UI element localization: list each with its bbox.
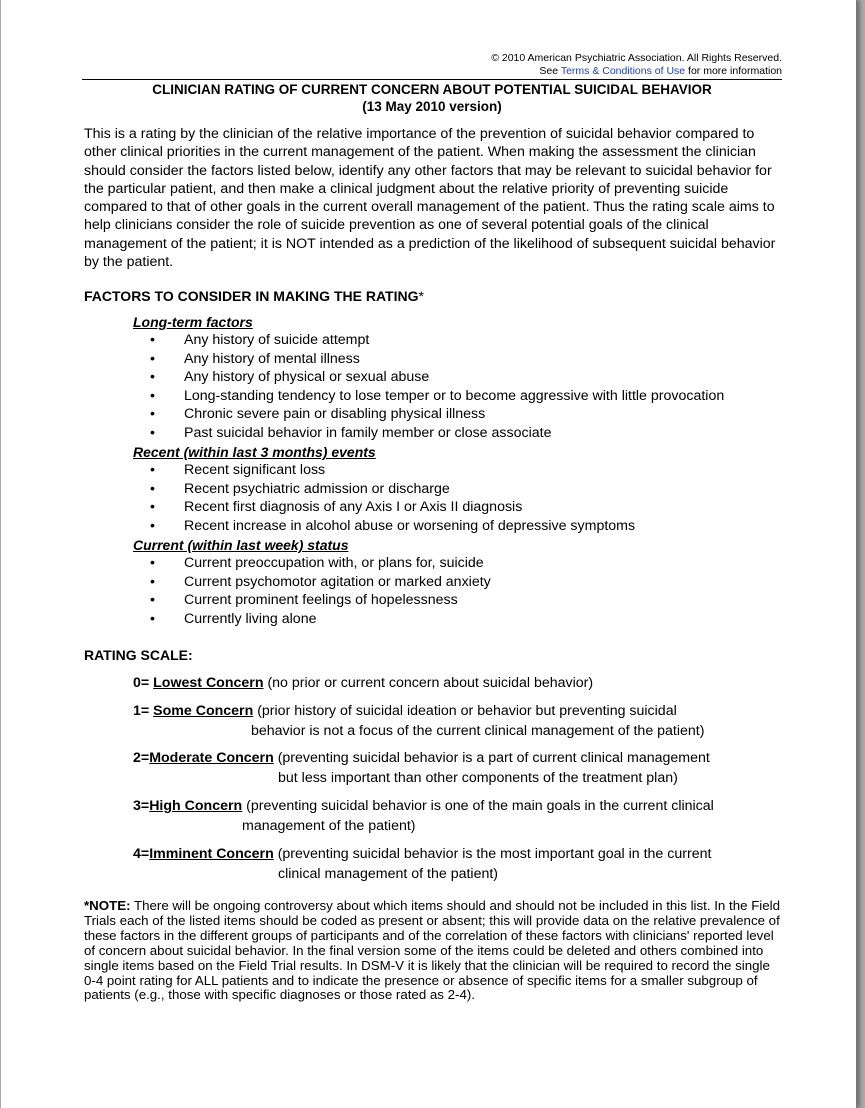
rating-description-continued: clinical management of the patient) [278, 866, 499, 882]
rating-level: High Concern [149, 798, 243, 814]
group-title: Current (within last week) status [133, 537, 349, 553]
rating-level: Lowest Concern [153, 675, 264, 691]
rating-description: (preventing suicidal behavior is one of the main goals in the current clinical [242, 798, 714, 814]
factor-group-current [133, 536, 491, 628]
note-text: There will be ongoing controversy about which items should and should not be included in this list. In the Field Trials each of the listed items should be coded as present or absent; this will provide data on the relative prevalence of these factors in the different groups of participants and of the correlation of these factors with clinicians' reported level of concern about suicidal behavior. In the final version some of the items could be deleted and others combined into single items based on the Field Trial results. In DSM-V it is likely that the clinician will be required to record the single 0-4 point rating for ALL patients and to indicate the presence or absence of specific items for a smaller subgroup of patients (e.g., those with specific diagnoses or those rated as 2-4). [84, 898, 781, 1003]
rating-level: Some Concern [153, 703, 254, 719]
list-item: • Long-standing tendency to lose temper or to become aggressive with little provocation [150, 387, 725, 404]
header-divider [82, 79, 782, 80]
factor-list [133, 331, 724, 443]
rating-number: 2= [133, 750, 150, 766]
title-line-1: CLINICIAN RATING OF CURRENT CONCERN ABOUT POTENTIAL SUICIDAL BEHAVIOR [152, 82, 712, 97]
rating-item-4 [133, 844, 712, 882]
factor-group-long-term [133, 313, 724, 443]
rating-item-2 [133, 748, 710, 786]
factors-heading-text: FACTORS TO CONSIDER IN MAKING THE RATING [84, 288, 419, 304]
see-prefix: See [539, 65, 559, 77]
rating-description-continued: but less important than other components of the treatment plan) [278, 770, 678, 786]
document-page [1, 0, 857, 1108]
list-item: • Any history of physical or sexual abuse [150, 369, 430, 386]
rating-scale-heading: RATING SCALE: [84, 647, 193, 663]
rating-description: (prior history of suicidal ideation or behavior but preventing suicidal [253, 703, 677, 719]
list-item: • Recent first diagnosis of any Axis I or Axis II diagnosis [150, 499, 523, 516]
rating-description: (preventing suicidal behavior is the most important goal in the current [273, 846, 712, 862]
rating-description-continued: behavior is not a focus of the current clinical management of the patient) [251, 723, 705, 739]
title-line-2: (13 May 2010 version) [362, 98, 502, 114]
document-title [82, 82, 782, 115]
list-item: • Any history of suicide attempt [150, 332, 370, 348]
factors-asterisk: * [418, 288, 424, 304]
group-title: Long-term factors [133, 314, 253, 330]
list-item: • Currently living alone [150, 610, 317, 627]
note-label: *NOTE: [84, 898, 131, 913]
bullet-icon: • [150, 573, 155, 590]
bullet-icon: • [150, 387, 155, 404]
factor-group-recent [133, 443, 635, 535]
list-item: • Current preoccupation with, or plans for, suicide [150, 555, 484, 571]
copyright-notice [491, 52, 782, 78]
rating-number: 0= [133, 675, 154, 691]
list-item: • Current psychomotor agitation or marked anxiety [150, 573, 491, 590]
bullet-icon: • [150, 499, 155, 516]
list-item: • Past suicidal behavior in family member or close associate [150, 424, 552, 441]
terms-of-use-link[interactable]: Terms & Conditions of Use [560, 65, 686, 77]
bullet-icon: • [150, 350, 155, 367]
bullet-icon: • [150, 517, 155, 534]
see-suffix: for more information [688, 65, 782, 77]
bullet-icon: • [150, 332, 155, 348]
list-item: • Chronic severe pain or disabling physical illness [150, 406, 486, 423]
factors-heading [84, 287, 424, 305]
list-item: • Recent increase in alcohol abuse or worsening of depressive symptoms [150, 517, 636, 534]
bullet-icon: • [150, 555, 155, 571]
rating-item-3 [133, 796, 714, 834]
rating-number: 4= [133, 846, 150, 862]
rating-item-1 [133, 701, 705, 739]
factor-list [133, 461, 635, 535]
bullet-icon: • [150, 369, 155, 386]
bullet-icon: • [150, 592, 155, 609]
list-item: • Current prominent feelings of hopelessness [150, 592, 458, 609]
rating-description: (no prior or current concern about suicidal behavior) [263, 675, 594, 691]
copyright-line: © 2010 American Psychiatric Association. All Rights Reserved. [491, 52, 782, 64]
rating-level: Moderate Concern [149, 750, 274, 766]
rating-description: (preventing suicidal behavior is a part of current clinical management [273, 750, 710, 766]
rating-number: 1= [133, 703, 154, 719]
list-item: • Any history of mental illness [150, 350, 360, 367]
rating-item-0 [133, 673, 593, 693]
bullet-icon: • [150, 480, 155, 497]
bullet-icon: • [150, 462, 155, 478]
bullet-icon: • [150, 610, 155, 627]
rating-description-continued: management of the patient) [242, 818, 416, 834]
list-item: • Recent significant loss [150, 462, 326, 478]
footnote [84, 899, 784, 1003]
factor-list [133, 554, 491, 628]
intro-paragraph: This is a rating by the clinician of the relative importance of the prevention of suicidal behavior compared to other clinical priorities in the current management of the patient. When making the assessment the clinician should consider the factors listed below, identify any other factors that may be relevant to suicidal behavior for the particular patient, and then make a clinical judgment about the relative priority of preventing suicide compared to that of other goals in the current overall management of the patient. Thus the rating scale aims to help clinicians consider the role of suicide prevention as one of several potential goals of the clinical management of the patient; it is NOT intended as a prediction of the likelihood of subsequent suicidal behavior by the patient. [84, 126, 776, 271]
bullet-icon: • [150, 406, 155, 423]
group-title: Recent (within last 3 months) events [133, 444, 376, 460]
rating-number: 3= [133, 798, 150, 814]
list-item: • Recent psychiatric admission or discharge [150, 480, 450, 497]
terms-line [491, 65, 782, 78]
rating-level: Imminent Concern [149, 846, 274, 862]
bullet-icon: • [150, 424, 155, 441]
